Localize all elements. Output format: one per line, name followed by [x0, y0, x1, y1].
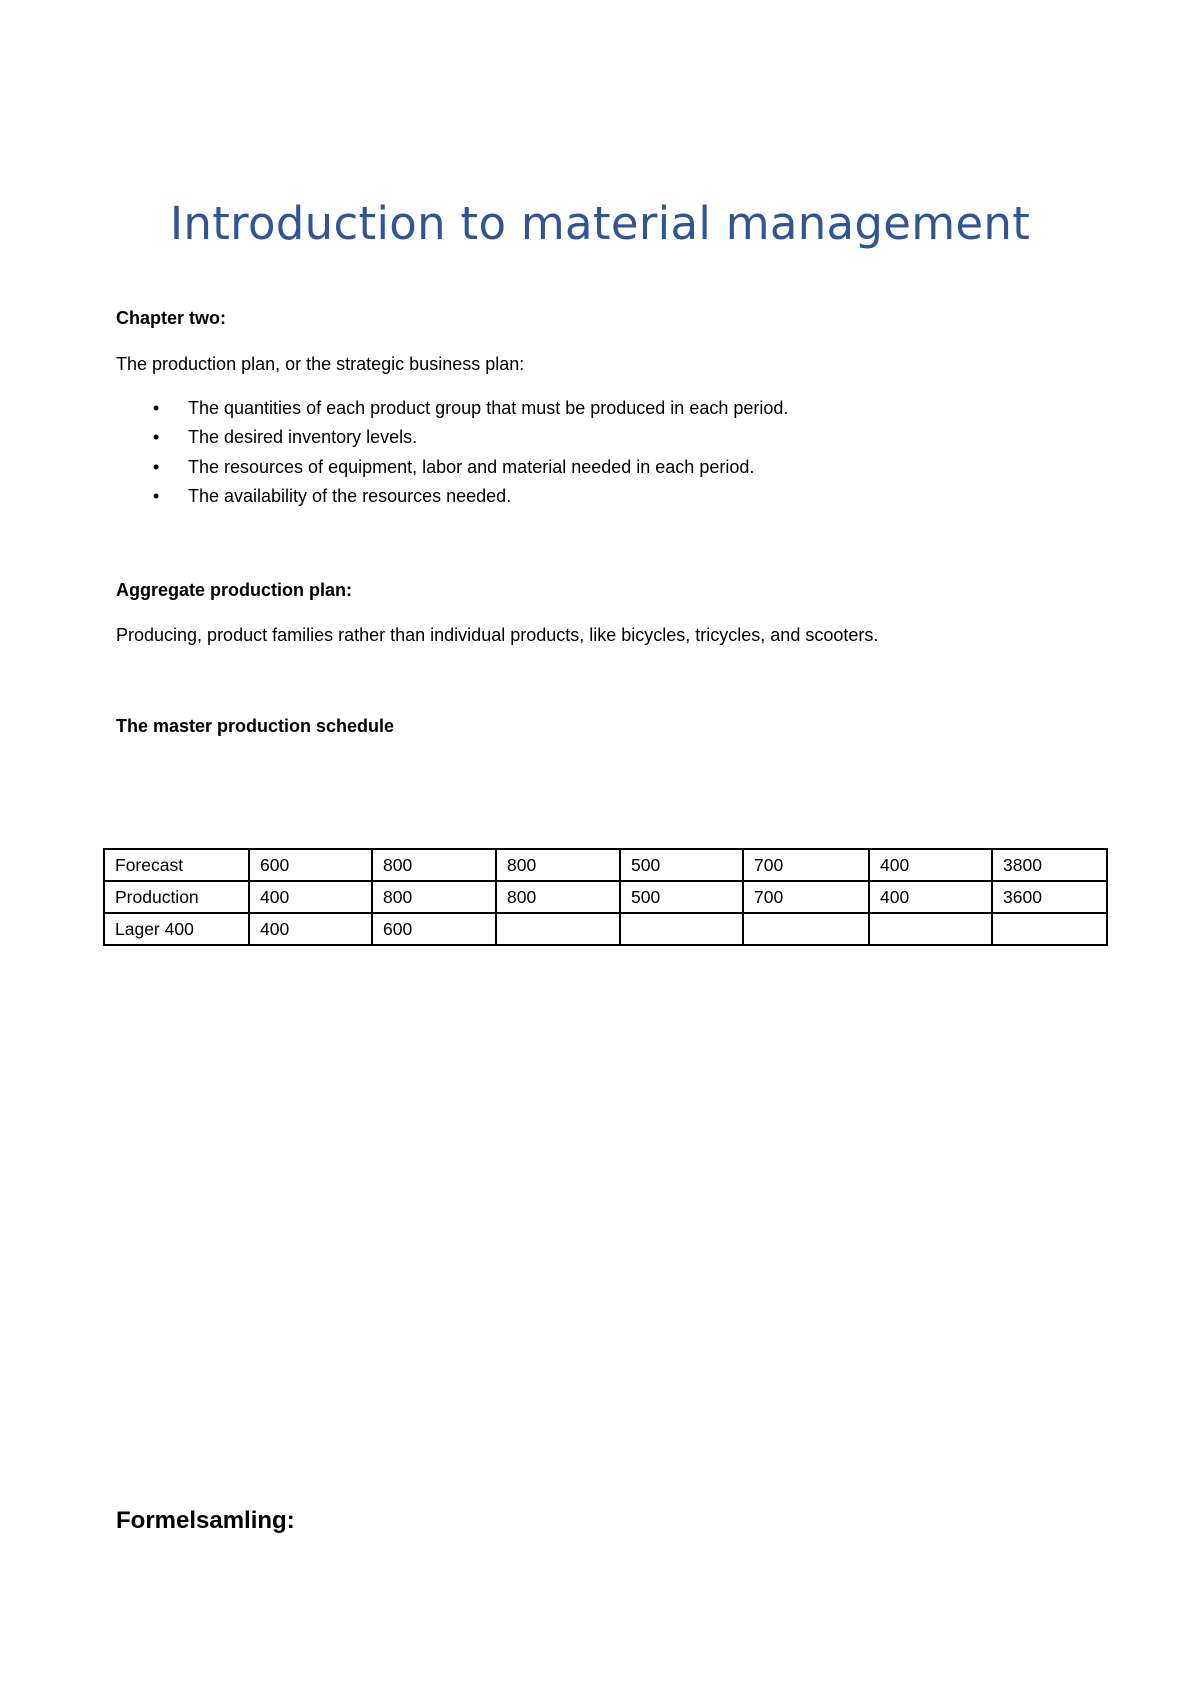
document-title: Introduction to material management — [169, 197, 1031, 250]
table-cell — [743, 913, 869, 945]
table-cell — [620, 913, 743, 945]
aggregate-heading: Aggregate production plan: — [116, 580, 352, 600]
row-label-cell: Lager 400 — [104, 913, 249, 945]
bullet-icon: • — [153, 485, 160, 506]
list-item — [116, 396, 788, 425]
chapter-heading: Chapter two: — [116, 308, 226, 328]
table-cell — [496, 913, 620, 945]
table-row — [104, 881, 1107, 913]
table-cell: 800 — [496, 849, 620, 881]
table-cell: 800 — [372, 849, 496, 881]
list-item-text: The desired inventory levels. — [188, 427, 418, 448]
total-cell: 3600 — [992, 881, 1107, 913]
bullet-icon: • — [153, 456, 160, 477]
formel-heading: Formelsamling: — [116, 1507, 295, 1534]
list-item-text: The availability of the resources needed. — [188, 485, 512, 506]
bullet-icon: • — [153, 427, 160, 448]
table-cell — [869, 913, 992, 945]
list-item — [116, 484, 788, 513]
mps-heading: The master production schedule — [116, 716, 395, 736]
master-production-schedule-table — [103, 848, 1108, 946]
row-label-cell: Production — [104, 881, 249, 913]
list-item-text: The quantities of each product group that must be produced in each period. — [188, 398, 789, 418]
total-cell — [992, 913, 1107, 945]
table-cell: 500 — [620, 849, 743, 881]
table-cell: 800 — [496, 881, 620, 913]
table-row — [104, 913, 1107, 945]
aggregate-text: Producing, product families rather than individual products, like bicycles, tricycles, and scooters. — [116, 625, 879, 645]
total-cell: 3800 — [992, 849, 1107, 881]
bullet-icon: • — [153, 398, 160, 418]
table-cell: 500 — [620, 881, 743, 913]
list-item-text: The resources of equipment, labor and material needed in each period. — [188, 456, 755, 477]
table-cell: 700 — [743, 849, 869, 881]
list-item — [116, 455, 788, 484]
table-cell: 400 — [249, 881, 372, 913]
table-cell: 400 — [869, 849, 992, 881]
production-plan-intro: The production plan, or the strategic business plan: — [116, 354, 525, 374]
list-item — [116, 425, 788, 454]
table-row — [104, 849, 1107, 881]
table-cell: 400 — [869, 881, 992, 913]
table-cell: 600 — [249, 849, 372, 881]
production-plan-list — [116, 396, 788, 513]
table-cell: 800 — [372, 881, 496, 913]
table-cell: 600 — [372, 913, 496, 945]
table-cell: 400 — [249, 913, 372, 945]
table-cell: 700 — [743, 881, 869, 913]
row-label-cell: Forecast — [104, 849, 249, 881]
